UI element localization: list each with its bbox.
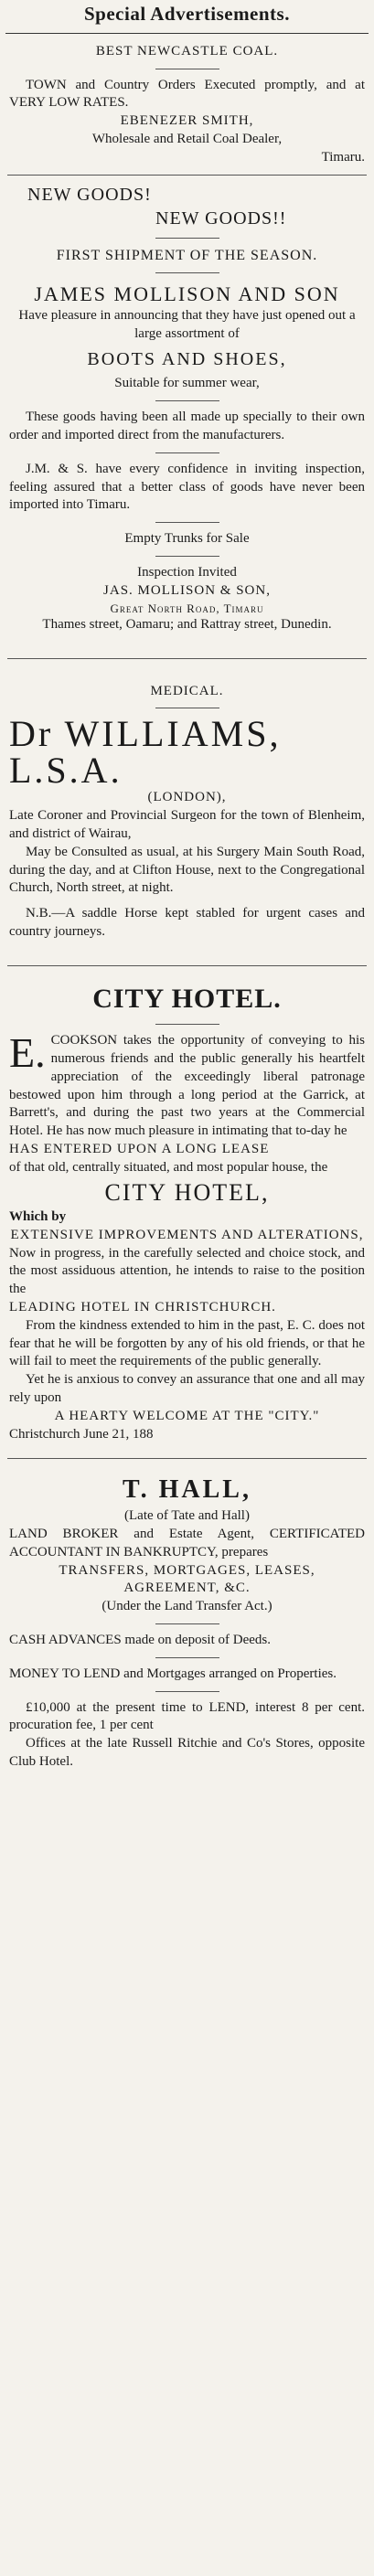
boots-heading: BOOTS AND SHOES,	[87, 349, 287, 370]
firm-name: JAMES MOLLISON AND SON	[34, 282, 340, 306]
hall-broker-text: LAND BROKER and Estate Agent, CERTIFICATED ACCOUNTANT IN BANKRUPTCY, prepares	[9, 1527, 365, 1559]
hall-late-text: (Late of Tate and Hall)	[124, 1508, 250, 1524]
hotel-advert	[0, 981, 374, 1444]
hotel-intro-text: COOKSON takes the opportunity of conveying to his numerous friends and the public generally his heartfelt appreciation of the exceedingly liberal patronage bestowed upon him through a long period at the Garrick, at Barrett's, and during the past two years at the Commercial Hotel. He has now much pleasure in intimating that to-day he	[9, 1033, 365, 1139]
coal-name: EBENEZER SMITH,	[120, 113, 254, 129]
coal-advert	[0, 34, 374, 167]
popular-text: of that old, centrally situated, and most popular house, the	[9, 1159, 328, 1175]
which-by-text: Which by	[9, 1208, 67, 1224]
london-text: (LONDON),	[147, 790, 227, 805]
new-goods-2: NEW GOODS!!	[155, 208, 287, 229]
trunks-text: Empty Trunks for Sale	[124, 531, 250, 547]
shipment-heading: FIRST SHIPMENT OF THE SEASON.	[56, 248, 318, 264]
leading-hotel-text: LEADING HOTEL IN CHRISTCHURCH.	[9, 1299, 276, 1315]
inspection-text: Inspection Invited	[137, 564, 237, 580]
hotel-title: CITY HOTEL.	[92, 983, 282, 1014]
hall-title: T. HALL,	[123, 1475, 251, 1505]
hall-advert	[0, 1474, 374, 1772]
improvements-text: EXTENSIVE IMPROVEMENTS AND ALTERATIONS,	[10, 1227, 364, 1242]
cash-advances-text: CASH ADVANCES made on deposit of Deeds.	[9, 1633, 271, 1648]
divider	[155, 1691, 219, 1692]
summer-text: Suitable for summer wear,	[114, 376, 260, 391]
money-lend-text: MONEY TO LEND and Mortgages arranged on Properties.	[9, 1666, 337, 1681]
drop-cap: E.	[9, 1029, 46, 1077]
divider	[155, 452, 219, 453]
hotel-name: CITY HOTEL,	[104, 1178, 270, 1206]
announce-text: Have pleasure in announcing that they have just opened out a large assortment of	[18, 308, 356, 342]
address-line-2: Thames street, Oamaru; and Rattray street, Dunedin.	[42, 616, 332, 632]
divider	[155, 556, 219, 557]
horse-note: N.B.—A saddle Horse kept stabled for urgent cases and country journeys.	[9, 906, 365, 939]
divider	[155, 522, 219, 523]
goods-made-text: These goods having been all made up specially to their own order and imported direct from the manufacturers.	[9, 410, 365, 442]
ten-thousand-text: £10,000 at the present time to LEND, interest 8 per cent. procuration fee, 1 per cent	[9, 1699, 365, 1733]
divider	[155, 1024, 219, 1025]
mollison-advert	[0, 183, 374, 634]
offices-text: Offices at the late Russell Ritchie and Co's Stores, opposite Club Hotel.	[9, 1736, 365, 1770]
confidence-text: J.M. & S. have every confidence in inviting inspection, feeling assured that a better class of goods have never been imported into Timaru.	[9, 461, 365, 513]
coal-place: Timaru.	[321, 149, 365, 165]
medical-advert	[0, 683, 374, 942]
new-goods-1: NEW GOODS!	[27, 184, 152, 205]
kindness-text: From the kindness extended to him in the past, E. C. does not fear that he will be forgotten by any of his old friends, or that he will fail to meet the requirements of the public generally.	[9, 1317, 365, 1369]
coal-body: TOWN and Country Orders Executed promptly, and at VERY LOW RATES.	[9, 77, 365, 111]
address-line-1: Great North Road, Timaru	[110, 601, 264, 615]
medical-title: MEDICAL.	[150, 683, 224, 698]
divider	[155, 238, 219, 239]
doctor-credentials: Late Coroner and Provincial Surgeon for the town of Blenheim, and district of Wairau,	[9, 808, 365, 841]
divider	[155, 1623, 219, 1624]
progress-text: Now in progress, in the carefully selected and choice stock, and the most assiduous attention, he intends to raise to the position the	[9, 1245, 365, 1297]
page-title: Special Advertisements.	[5, 0, 369, 34]
hotel-date: Christchurch June 21, 188	[9, 1426, 154, 1442]
coal-title: BEST NEWCASTLE COAL.	[95, 43, 279, 59]
coal-role: Wholesale and Retail Coal Dealer,	[91, 131, 283, 146]
transfers-text: TRANSFERS, MORTGAGES, LEASES, AGREEMENT, &C.	[59, 1562, 315, 1596]
consult-text: May be Consulted as usual, at his Surgery Main South Road, during the day, and at Clifton House, next to the Congregational Church, North street, at night.	[9, 844, 365, 896]
divider	[155, 1657, 219, 1658]
divider	[155, 272, 219, 273]
welcome-text: A HEARTY WELCOME AT THE "CITY."	[54, 1408, 320, 1423]
mollison-signature: JAS. MOLLISON & SON,	[103, 582, 271, 598]
divider	[155, 400, 219, 401]
lease-text: HAS ENTERED UPON A LONG LEASE	[9, 1142, 270, 1157]
assurance-text: Yet he is anxious to convey an assurance that one and all may rely upon	[9, 1372, 365, 1405]
land-act-text: (Under the Land Transfer Act.)	[102, 1599, 272, 1614]
doctor-name: Dr WILLIAMS, L.S.A.	[9, 713, 282, 792]
